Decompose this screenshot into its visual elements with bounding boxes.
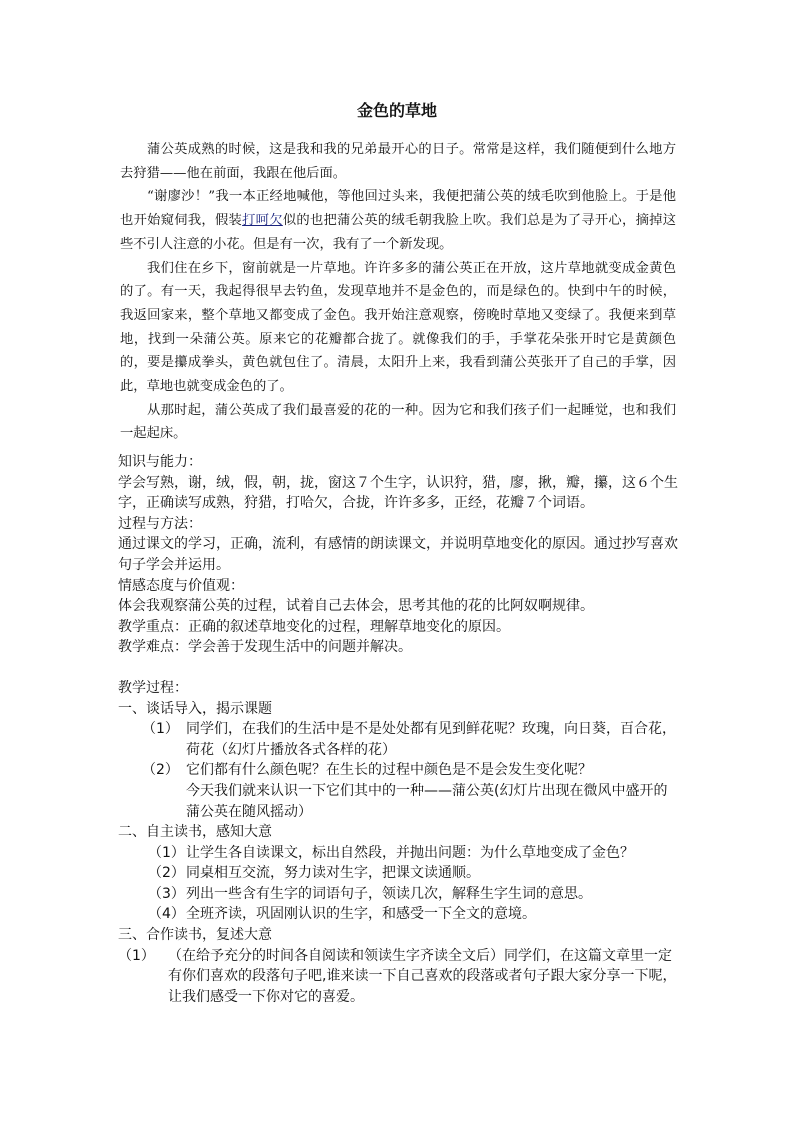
- item-number: （2）: [148, 865, 185, 882]
- teaching-difficulty: 教学难点：学会善于发现生活中的问题并解决。: [118, 639, 412, 656]
- knowledge-heading: 知识与能力：: [118, 454, 202, 470]
- emotion-heading: 情感态度与价值观：: [118, 577, 244, 594]
- item-text: 全班齐读，巩固刚认识的生字，和感受一下全文的意境。: [186, 906, 536, 923]
- story-paragraph-1: 蒲公英成熟的时候，这是我和我的兄弟最开心的日子。常常是这样，我们随便到什么地方去狩猎——他在前面，我跟在他后面。: [120, 142, 676, 181]
- section-2-item-2: [118, 863, 678, 884]
- process-method-text: 通过课文的学习，正确，流利，有感情的朗读课文，并说明草地变化的原因。通过抄写喜欢句子学会并运用。: [118, 536, 678, 573]
- section-1-title: 一、谈话导入，揭示课题: [118, 700, 272, 717]
- spacer: [118, 658, 678, 678]
- section-3-title: 三、合作读书，复述大意: [118, 927, 272, 944]
- story-paragraph-2: [120, 185, 676, 256]
- section-2-item-3: [118, 884, 678, 905]
- section-1-item-2-continuation: 今天我们就来认识一下它们其中的一种——蒲公英(幻灯片出现在微风中盛开的蒲公英在随风摇动）: [186, 782, 668, 820]
- story-text: [120, 138, 676, 446]
- story-paragraph-3: 我们住在乡下，窗前就是一片草地。许许多多的蒲公英正在开放，这片草地就变成金黄色的了。有一天，我起得很早去钓鱼，发现草地并不是金色的，而是绿色的。快到中午的时候，我返回家来，整个草地又都变成了金色。我开始注意观察，傍晚时草地又变绿了。我便来到草地，找到一朵蒲公英。原来它的花瓣都合拢了。就像我们的手，手掌花朵张开时它是黄颜色的，要是攥成拳头，黄色就包住了。清晨，太阳升上来，我看到蒲公英张开了自己的手掌，因此，草地也就变成金色的了。: [120, 260, 676, 395]
- item-text: （在给予充分的时间各自阅读和领读生字齐读全文后）同学们，在这篇文章里一定有你们喜欢的段落句子吧,谁来读一下自己喜欢的段落或者句子跟大家分享一下呢，让我们感受一下你对它的喜爱。: [168, 947, 677, 1005]
- item-text: 它们都有什么颜色呢？在生长的过程中颜色是不是会发生变化呢？: [186, 762, 592, 779]
- item-number: （2）: [142, 762, 179, 779]
- item-text: 同桌相互交流，努力读对生字，把课文读通顺。: [186, 865, 480, 882]
- story-paragraph-2-part-b: 似的也把蒲公英的绒毛朝我脸上吹。我们总是为了寻开心，摘掉这些不引人注意的小花。但是有一次，我有了一个新发现。: [120, 213, 677, 252]
- section-1-item-1: [118, 719, 678, 760]
- emotion-text: 体会我观察蒲公英的过程，试着自己去体会，思考其他的花的比阿奴啊规律。: [118, 598, 594, 615]
- knowledge-text: 学会写熟，谢，绒，假，朝，拢，窗这７个生字，认识狩，猎，廖，揪，瓣，攥，这６个生字，正确读写成熟，狩猎，打哈欠，合拢，许许多多，正经，花瓣７个词语。: [118, 474, 678, 512]
- story-paragraph-4: 从那时起，蒲公英成了我们最喜爱的花的一种。因为它和我们孩子们一起睡觉，也和我们一起起床。: [120, 402, 676, 442]
- section-2-title: 二、自主读书，感知大意: [118, 824, 272, 841]
- item-number: （1）: [148, 844, 185, 861]
- process-method-heading: 过程与方法：: [118, 515, 202, 532]
- item-text: 同学们，在我们的生活中是不是处处都有见到鲜花呢？玫瑰，向日葵，百合花，荷花（幻灯片播放各式各样的花）: [186, 721, 676, 758]
- lesson-plan: [118, 452, 678, 1007]
- teaching-process-title: 教学过程：: [118, 679, 188, 696]
- item-text: 让学生各自读课文，标出自然段，并抛出问题：为什么草地变成了金色？: [186, 844, 634, 861]
- underlined-word: 打呵欠: [242, 213, 283, 229]
- item-number: （1）: [118, 947, 155, 964]
- section-3-item-1: [118, 946, 678, 1008]
- item-number: （4）: [148, 906, 185, 923]
- page-title: 金色的草地: [356, 101, 437, 120]
- section-1-item-2: [118, 760, 678, 781]
- teaching-focus: 教学重点：正确的叙述草地变化的过程，理解草地变化的原因。: [118, 618, 510, 635]
- item-number: （1）: [142, 721, 179, 738]
- story-paragraph-2-part-a: “谢廖沙！”我一本正经地喊他，等他回过头来，我便把蒲公英的绒毛吹到他脸上。于是他也开始窥伺我，假装: [120, 189, 676, 229]
- section-2-item-1: [118, 843, 678, 864]
- section-2-item-4: [118, 904, 678, 925]
- item-text: 列出一些含有生字的词语句子，领读几次，解释生字生词的意思。: [186, 885, 592, 902]
- item-number: （3）: [148, 885, 185, 902]
